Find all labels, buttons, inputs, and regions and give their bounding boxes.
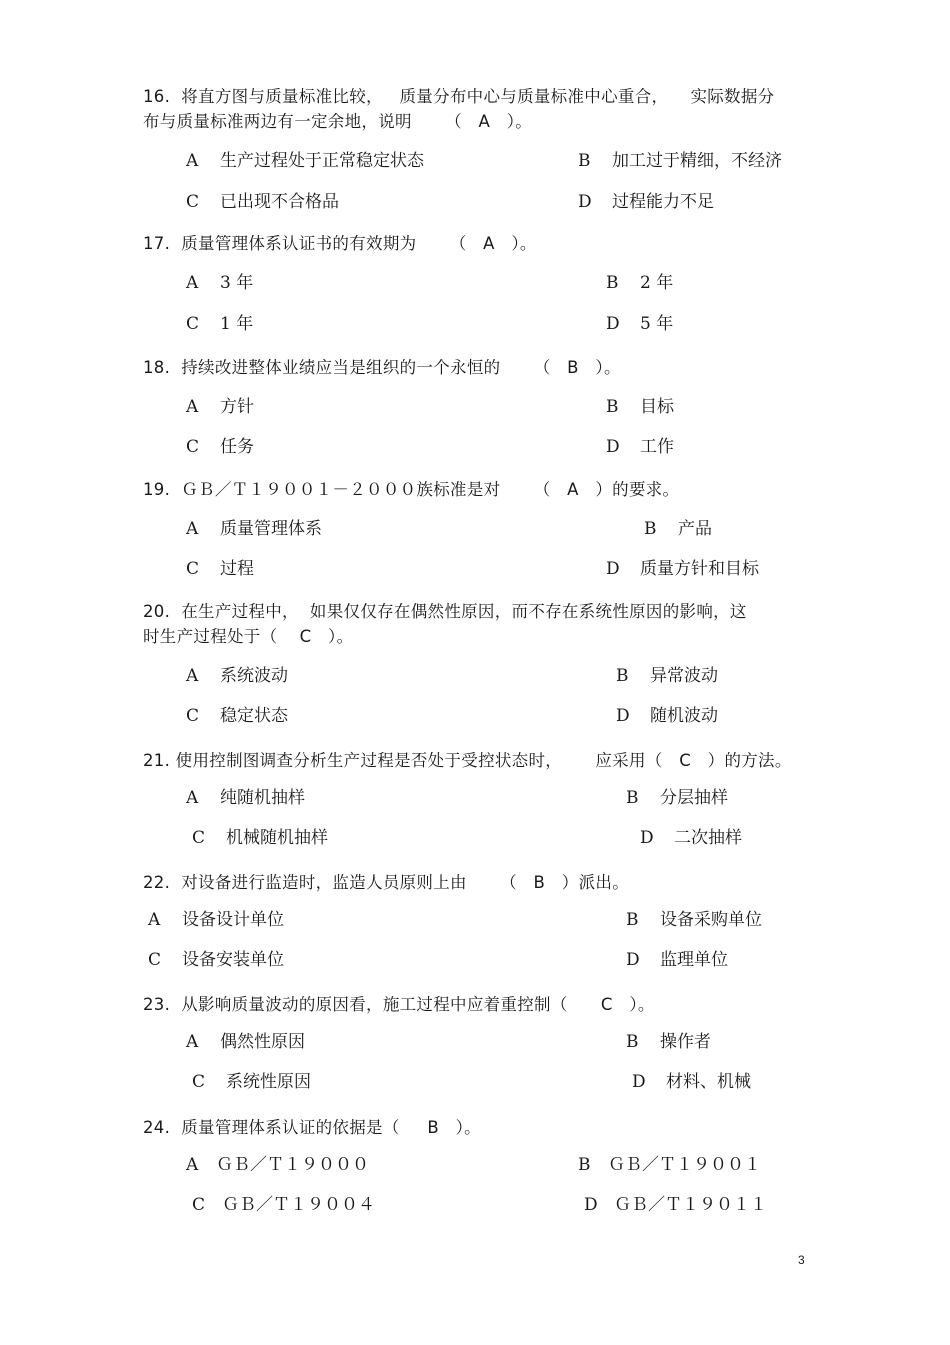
- option-text: 工作: [640, 437, 674, 457]
- option-d: [606, 313, 673, 335]
- option-letter: A: [186, 519, 199, 539]
- question-16-stem-line-1: 16. 将直方图与质量标准比较， 质量分布中心与质量标准中心重合， 实际数据分: [143, 87, 775, 106]
- option-letter: B: [606, 397, 619, 417]
- option-b: [606, 396, 674, 418]
- option-letter: A: [186, 666, 199, 686]
- option-b: [578, 1154, 761, 1176]
- option-letter: D: [626, 950, 640, 970]
- option-text: 2 年: [640, 273, 674, 293]
- option-letter: C: [186, 314, 200, 334]
- option-letter: D: [606, 314, 620, 334]
- option-d: [584, 1194, 767, 1216]
- option-letter: A: [186, 273, 199, 293]
- option-c: [148, 949, 284, 971]
- question-23-stem: 23. 从影响质量波动的原因看，施工过程中应着重控制（ C ）。: [143, 995, 655, 1014]
- option-d: [578, 191, 714, 213]
- option-b: [626, 787, 728, 809]
- option-letter: B: [626, 1032, 639, 1052]
- option-text: 偶然性原因: [220, 1032, 305, 1052]
- option-text: 分层抽样: [660, 788, 728, 808]
- option-b: [616, 665, 718, 687]
- question-16-stem-line-2: 布与质量标准两边有一定余地，说明 （ A ）。: [143, 112, 533, 131]
- option-a: [186, 1031, 305, 1053]
- question-21-stem: 21. 使用控制图调查分析生产过程是否处于受控状态时， 应采用（ C ）的方法。: [143, 751, 792, 770]
- option-letter: C: [192, 1072, 206, 1092]
- option-d: [606, 558, 759, 580]
- option-c: [186, 313, 253, 335]
- option-text: 异常波动: [650, 666, 718, 686]
- option-text: 设备安装单位: [182, 950, 284, 970]
- option-a: [186, 272, 253, 294]
- option-letter: C: [186, 192, 200, 212]
- option-text: 操作者: [660, 1032, 711, 1052]
- option-text: ＧＢ／Ｔ１９００１: [608, 1155, 761, 1175]
- option-text: 系统性原因: [226, 1072, 311, 1092]
- page-number: 3: [798, 1253, 805, 1267]
- option-letter: D: [640, 828, 654, 848]
- option-letter: B: [606, 273, 619, 293]
- option-text: 监理单位: [660, 950, 728, 970]
- option-text: 加工过于精细，不经济: [612, 151, 782, 171]
- question-20-stem-line-2: 时生产过程处于（ C ）。: [143, 627, 354, 646]
- option-text: 纯随机抽样: [220, 788, 305, 808]
- option-d: [632, 1071, 751, 1093]
- option-letter: B: [626, 788, 639, 808]
- option-text: 5 年: [640, 314, 674, 334]
- option-c: [192, 1071, 311, 1093]
- option-text: 系统波动: [220, 666, 288, 686]
- option-letter: D: [606, 559, 620, 579]
- option-a: [148, 909, 284, 931]
- option-text: 生产过程处于正常稳定状态: [220, 151, 424, 171]
- option-a: [186, 150, 424, 172]
- option-d: [640, 827, 742, 849]
- option-c: [186, 705, 288, 727]
- option-c: [186, 558, 254, 580]
- option-a: [186, 396, 254, 418]
- option-letter: C: [186, 437, 200, 457]
- option-text: 目标: [640, 397, 674, 417]
- option-text: 稳定状态: [220, 706, 288, 726]
- option-d: [606, 436, 674, 458]
- option-text: 质量管理体系: [220, 519, 322, 539]
- option-c: [192, 1194, 375, 1216]
- question-17-stem: 17. 质量管理体系认证书的有效期为 （ A ）。: [143, 234, 537, 253]
- option-text: 设备采购单位: [660, 910, 762, 930]
- option-text: ＧＢ／Ｔ１９００４: [222, 1195, 375, 1215]
- option-letter: A: [186, 1032, 199, 1052]
- option-letter: D: [632, 1072, 646, 1092]
- option-letter: B: [578, 151, 591, 171]
- option-d: [626, 949, 728, 971]
- option-letter: B: [578, 1155, 591, 1175]
- option-b: [606, 272, 673, 294]
- option-text: 质量方针和目标: [640, 559, 759, 579]
- option-b: [626, 1031, 711, 1053]
- option-a: [186, 518, 322, 540]
- option-letter: C: [148, 950, 162, 970]
- option-letter: A: [186, 397, 199, 417]
- option-text: 随机波动: [650, 706, 718, 726]
- option-letter: C: [186, 559, 200, 579]
- option-c: [186, 436, 254, 458]
- option-letter: D: [578, 192, 592, 212]
- question-22-stem: 22. 对设备进行监造时，监造人员原则上由 （ B ）派出。: [143, 873, 629, 892]
- option-letter: C: [192, 828, 206, 848]
- option-text: 方针: [220, 397, 254, 417]
- option-d: [616, 705, 718, 727]
- option-text: 机械随机抽样: [226, 828, 328, 848]
- option-text: 已出现不合格品: [220, 192, 339, 212]
- option-letter: D: [606, 437, 620, 457]
- option-a: [186, 787, 305, 809]
- option-text: 3 年: [220, 273, 254, 293]
- option-letter: C: [186, 706, 200, 726]
- option-letter: A: [148, 910, 161, 930]
- option-b: [626, 909, 762, 931]
- question-20-stem-line-1: 20. 在生产过程中， 如果仅仅存在偶然性原因，而不存在系统性原因的影响，这: [143, 602, 747, 621]
- option-letter: C: [192, 1195, 206, 1215]
- option-text: 1 年: [220, 314, 254, 334]
- option-letter: A: [186, 788, 199, 808]
- option-a: [186, 1154, 369, 1176]
- option-letter: D: [584, 1195, 598, 1215]
- option-b: [644, 518, 712, 540]
- option-b: [578, 150, 782, 172]
- option-text: 任务: [220, 437, 254, 457]
- option-text: 设备设计单位: [182, 910, 284, 930]
- option-letter: B: [616, 666, 629, 686]
- option-text: ＧＢ／Ｔ１９０００: [216, 1155, 369, 1175]
- question-18-stem: 18. 持续改进整体业绩应当是组织的一个永恒的 （ B ）。: [143, 358, 621, 377]
- option-text: 二次抽样: [674, 828, 742, 848]
- option-text: ＧＢ／Ｔ１９０１１: [614, 1195, 767, 1215]
- question-19-stem: 19. ＧＢ／Ｔ１９００１－２０００族标准是对 （ A ）的要求。: [143, 480, 680, 499]
- option-letter: A: [186, 1155, 199, 1175]
- option-a: [186, 665, 288, 687]
- option-c: [186, 191, 339, 213]
- option-text: 过程: [220, 559, 254, 579]
- question-24-stem: 24. 质量管理体系认证的依据是（ B ）。: [143, 1118, 481, 1137]
- option-letter: B: [644, 519, 657, 539]
- option-letter: D: [616, 706, 630, 726]
- option-c: [192, 827, 328, 849]
- option-text: 过程能力不足: [612, 192, 714, 212]
- option-letter: A: [186, 151, 199, 171]
- option-text: 材料、机械: [666, 1072, 751, 1092]
- option-letter: B: [626, 910, 639, 930]
- option-text: 产品: [678, 519, 712, 539]
